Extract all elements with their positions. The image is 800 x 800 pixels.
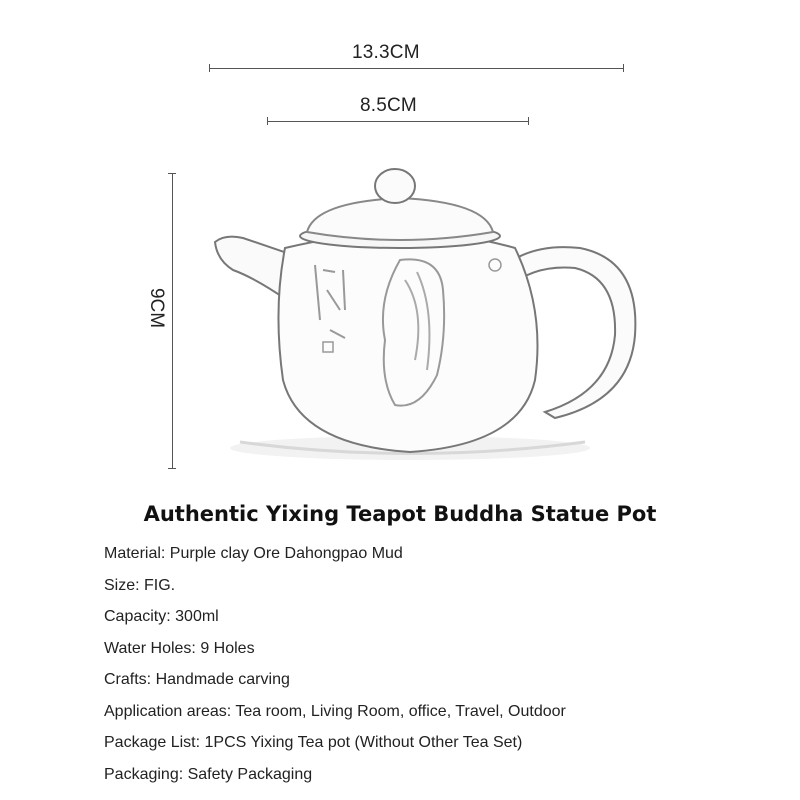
spec-water-holes: Water Holes: 9 Holes <box>104 639 255 657</box>
height-label: 9CM <box>146 287 168 329</box>
height-tick-bottom <box>168 468 176 469</box>
spec-packaging: Packaging: Safety Packaging <box>104 765 313 783</box>
spec-crafts: Crafts: Handmade carving <box>104 671 290 688</box>
teapot-lid <box>307 198 493 240</box>
spec-list <box>104 543 566 795</box>
body-width-line <box>267 121 529 122</box>
teapot-body <box>278 233 537 452</box>
spec-capacity: Capacity: 300ml <box>104 608 219 625</box>
height-line <box>172 173 173 469</box>
overall-width-line <box>209 68 624 69</box>
overall-width-label: 13.3CM <box>352 42 420 63</box>
product-title: Authentic Yixing Teapot Buddha Statue Pot <box>143 502 657 526</box>
spec-material: Material: Purple clay Ore Dahongpao Mud <box>104 545 403 562</box>
overall-width-tick-left <box>209 64 210 72</box>
height-tick-top <box>168 173 176 174</box>
teapot-illustration <box>195 160 655 480</box>
body-width-tick-left <box>267 117 268 125</box>
body-width-label: 8.5CM <box>360 95 417 116</box>
body-width-tick-right <box>528 117 529 125</box>
spec-size: Size: FIG. <box>104 576 176 594</box>
spec-package-list: Package List: 1PCS Yixing Tea pot (Without Other Tea Set) <box>104 734 523 751</box>
spec-application-areas: Application areas: Tea room, Living Room, office, Travel, Outdoor <box>104 702 566 720</box>
teapot-lid-knob <box>375 169 415 203</box>
overall-width-tick-right <box>623 64 624 72</box>
